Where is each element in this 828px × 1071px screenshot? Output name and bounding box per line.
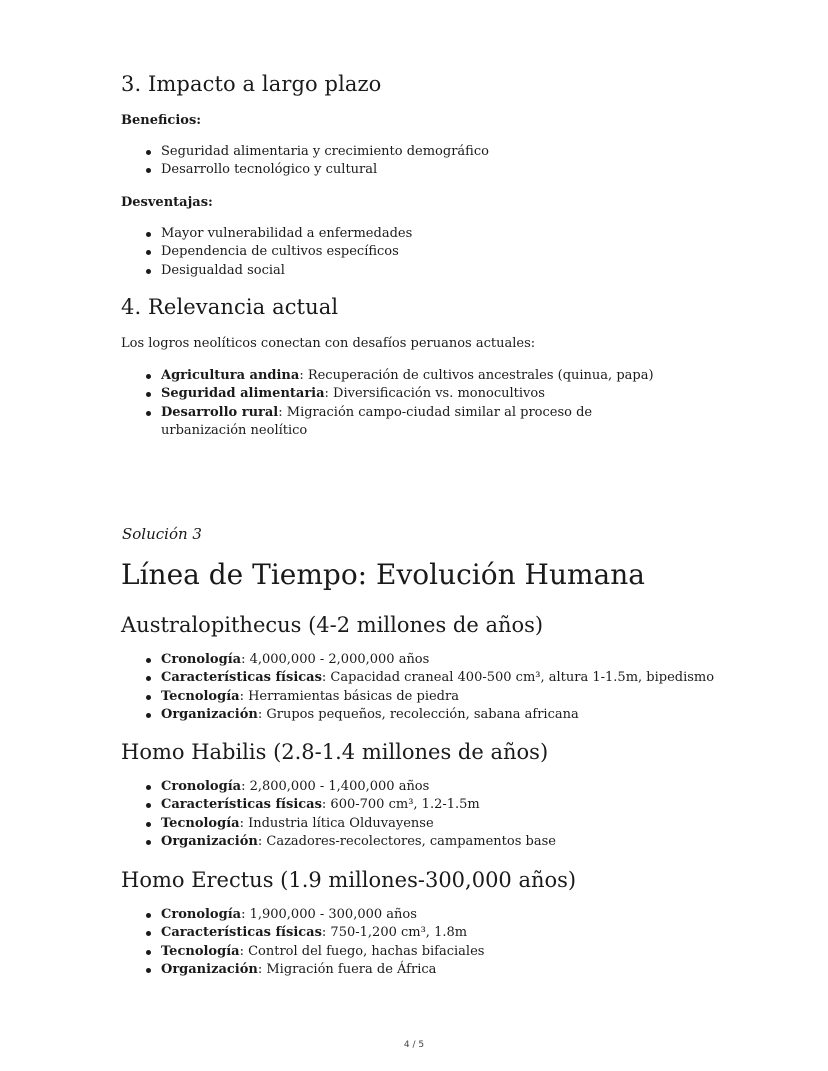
- list-item: Dependencia de cultivos específicos: [121, 243, 412, 261]
- section-heading-relevancia: 4. Relevancia actual: [121, 295, 339, 319]
- section-heading-impacto: 3. Impacto a largo plazo: [121, 72, 382, 96]
- item-text: : Grupos pequeños, recolección, sabana africana: [257, 707, 579, 723]
- item-term: Cronología: [161, 779, 242, 794]
- item-text: : Control del fuego, hachas bifaciales: [239, 943, 485, 959]
- item-text: : 1,900,000 - 300,000 años: [241, 907, 417, 922]
- list-item: [121, 924, 484, 942]
- list-item: [121, 833, 556, 851]
- item-term: Organización: [161, 834, 258, 850]
- list-item: [121, 404, 681, 441]
- item-text: : Migración campo-ciudad similar al proceso de urbanización neolítico: [161, 404, 593, 439]
- page-indicator: 4 / 5: [403, 1040, 425, 1050]
- list-item: Desarrollo tecnológico y cultural: [121, 161, 489, 179]
- list-item: Mayor vulnerabilidad a enfermedades: [121, 225, 412, 243]
- list-item: [121, 688, 714, 706]
- desventajas-label: Desventajas:: [121, 195, 213, 210]
- list-item: [121, 367, 681, 385]
- species-heading-australopithecus: Australopithecus (4-2 millones de años): [121, 613, 544, 637]
- item-term: Tecnología: [161, 815, 240, 831]
- species-list-homo-erectus: [121, 906, 484, 980]
- list-item: [121, 943, 484, 961]
- desventajas-list: [121, 225, 412, 280]
- document-title: Línea de Tiempo: Evolución Humana: [121, 558, 645, 591]
- list-item: [121, 815, 556, 833]
- item-term: Organización: [161, 707, 258, 723]
- beneficios-list: [121, 143, 489, 180]
- species-heading-homo-erectus: Homo Erectus (1.9 millones-300,000 años): [121, 868, 577, 892]
- list-item: Seguridad alimentaria y crecimiento demográfico: [121, 143, 489, 161]
- species-list-australopithecus: [121, 651, 714, 725]
- item-text: : Recuperación de cultivos ancestrales (quinua, papa): [299, 368, 654, 383]
- item-term: Cronología: [161, 652, 242, 667]
- item-text: : 4,000,000 - 2,000,000 años: [241, 652, 430, 667]
- item-text: : Cazadores-recolectores, campamentos base: [257, 834, 556, 850]
- item-text: : 750-1,200 cm³, 1.8m: [321, 925, 468, 941]
- item-text: : Industria lítica Olduvayense: [239, 815, 434, 831]
- item-term: Características físicas: [161, 925, 322, 941]
- relevancia-intro: Los logros neolíticos conectan con desafíos peruanos actuales:: [121, 336, 536, 351]
- list-item: Desigualdad social: [121, 262, 412, 280]
- item-text: : Diversificación vs. monocultivos: [324, 386, 545, 402]
- item-term: Características físicas: [161, 797, 322, 813]
- item-term: Características físicas: [161, 670, 322, 686]
- list-item: [121, 906, 484, 924]
- item-text: : Capacidad craneal 400-500 cm³, altura 1-1.5m, bipedismo: [321, 670, 715, 686]
- species-list-homo-habilis: [121, 778, 556, 852]
- item-text: : 600-700 cm³, 1.2-1.5m: [321, 797, 480, 813]
- relevancia-list: [121, 367, 681, 441]
- item-text: : Herramientas básicas de piedra: [239, 688, 459, 704]
- item-term: Organización: [161, 962, 258, 978]
- item-text: : 2,800,000 - 1,400,000 años: [241, 779, 430, 794]
- list-item: [121, 385, 681, 403]
- item-term: Tecnología: [161, 943, 240, 959]
- solution-label: Solución 3: [122, 525, 202, 543]
- list-item: [121, 706, 714, 724]
- list-item: [121, 778, 556, 796]
- item-term: Agricultura andina: [161, 368, 300, 383]
- beneficios-label: Beneficios:: [121, 113, 202, 128]
- list-item: [121, 651, 714, 669]
- item-text: : Migración fuera de África: [257, 962, 437, 978]
- item-term: Tecnología: [161, 688, 240, 704]
- item-term: Desarrollo rural: [161, 404, 279, 420]
- item-term: Seguridad alimentaria: [161, 386, 325, 402]
- list-item: [121, 961, 484, 979]
- list-item: [121, 669, 714, 687]
- item-term: Cronología: [161, 907, 242, 922]
- list-item: [121, 796, 556, 814]
- species-heading-homo-habilis: Homo Habilis (2.8-1.4 millones de años): [121, 740, 549, 764]
